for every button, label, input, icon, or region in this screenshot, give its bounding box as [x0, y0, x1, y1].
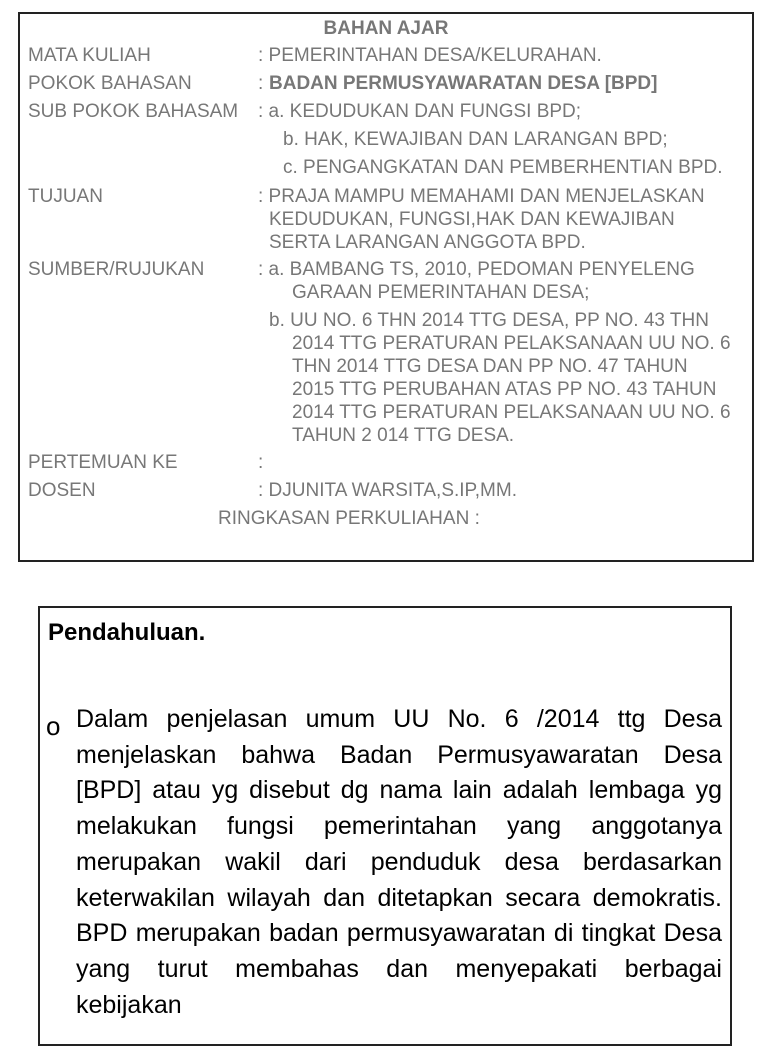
- sumber-b-line-3: THN 2014 TTG DESA DAN PP NO. 47 TAHUN: [292, 356, 688, 377]
- mata-kuliah-value: : PEMERINTAHAN DESA/KELURAHAN.: [258, 45, 602, 66]
- pokok-bahasan-label: POKOK BAHASAN: [28, 73, 192, 94]
- pendahuluan-box: [38, 606, 732, 1046]
- dosen-value: : DJUNITA WARSITA,S.IP,MM.: [258, 480, 517, 501]
- sumber-b-line-4: 2015 TTG PERUBAHAN ATAS PP NO. 43 TAHUN: [292, 379, 717, 400]
- tujuan-label: TUJUAN: [28, 186, 103, 207]
- pokok-bahasan-value: BADAN PERMUSYAWARATAN DESA [BPD]: [269, 73, 658, 94]
- sumber-b-line-1: b. UU NO. 6 THN 2014 TTG DESA, PP NO. 43 THN: [269, 310, 709, 331]
- pendahuluan-heading: Pendahuluan.: [48, 619, 206, 646]
- mata-kuliah-label: MATA KULIAH: [28, 45, 151, 66]
- sumber-b-line-5: 2014 TTG PERATURAN PELAKSANAAN UU NO. 6: [292, 402, 731, 423]
- bahan-ajar-box: [18, 12, 754, 562]
- tujuan-line-3: SERTA LARANGAN ANGGOTA BPD.: [269, 232, 586, 253]
- sumber-a-line-1: : a. BAMBANG TS, 2010, PEDOMAN PENYELENG: [258, 259, 695, 280]
- pokok-bahasan-colon: :: [258, 73, 264, 94]
- sub-pokok-item-a: : a. KEDUDUKAN DAN FUNGSI BPD;: [258, 101, 582, 122]
- bahan-ajar-title: BAHAN AJAR: [323, 18, 449, 39]
- tujuan-line-1: : PRAJA MAMPU MEMAHAMI DAN MENJELASKAN: [258, 186, 705, 207]
- bullet-icon: o: [46, 711, 61, 741]
- dosen-label: DOSEN: [28, 480, 96, 501]
- pendahuluan-paragraph: Dalam penjelasan umum UU No. 6 /2014 ttg Desa menjelaskan bahwa Badan Permusyawaratan Desa [BPD] atau yg disebut dg nama lain adalah lembaga yg melakukan fungsi pemerintahan yang anggotanya merupakan wakil dari penduduk desa berdasarkan keterwakilan wilayah dan ditetapkan secara demokratis. BPD merupakan badan permusyawaratan di tingkat Desa yang turut membahas dan menyepakati berbagai kebijakan: [76, 705, 722, 1019]
- sub-pokok-item-b: b. HAK, KEWAJIBAN DAN LARANGAN BPD;: [283, 129, 668, 150]
- pertemuan-value: :: [258, 452, 264, 473]
- sumber-a-line-2: GARAAN PEMERINTAHAN DESA;: [292, 282, 590, 303]
- pertemuan-label: PERTEMUAN KE: [28, 452, 178, 473]
- sumber-label: SUMBER/RUJUKAN: [28, 259, 205, 280]
- ringkasan-perkuliahan: RINGKASAN PERKULIAHAN :: [218, 508, 480, 529]
- sub-pokok-label: SUB POKOK BAHASAM: [28, 101, 239, 122]
- sumber-b-line-2: 2014 TTG PERATURAN PELAKSANAAN UU NO. 6: [292, 333, 731, 354]
- tujuan-line-2: KEDUDUKAN, FUNGSI,HAK DAN KEWAJIBAN: [269, 209, 675, 230]
- sub-pokok-item-c: c. PENGANGKATAN DAN PEMBERHENTIAN BPD.: [283, 157, 723, 178]
- sumber-b-line-6: TAHUN 2 014 TTG DESA.: [292, 425, 515, 446]
